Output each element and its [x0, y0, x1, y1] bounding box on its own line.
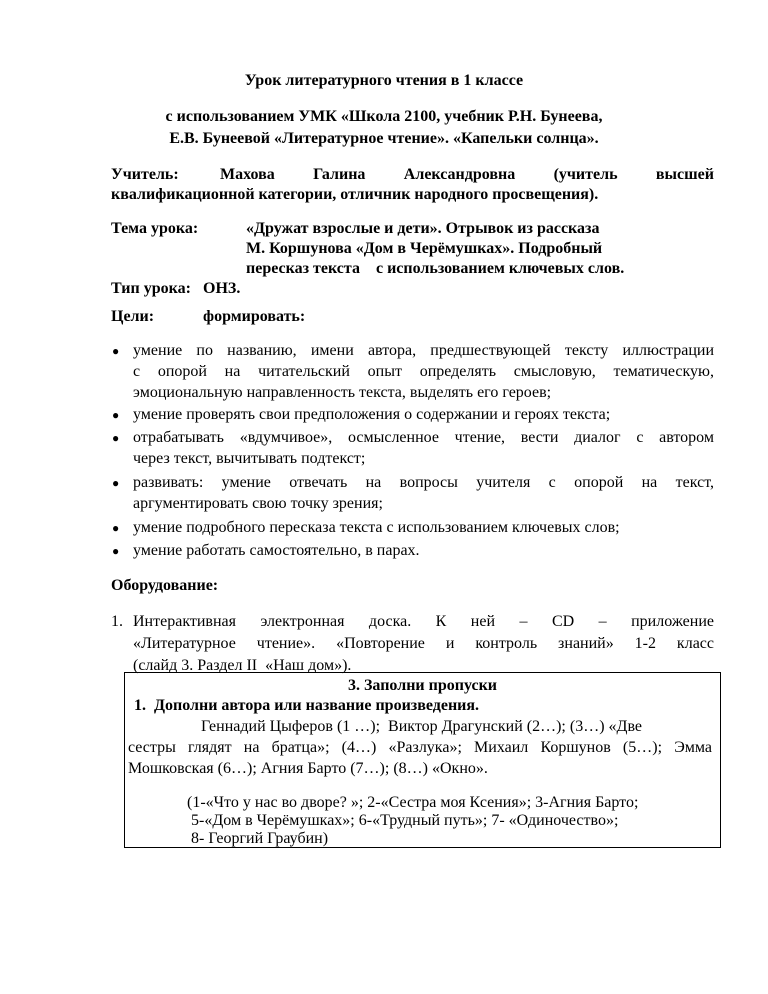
slide-body-line: сестры глядят на братца»; (4…) «Разлука»; Михаил Коршунов (5…); Эмма [128, 739, 712, 756]
goals-label: Цели: [111, 308, 155, 325]
teacher-word: Александровна [403, 166, 516, 183]
slide-answer-line: (1-«Что у нас во дворе? »; 2-«Сестра моя Ксения»; 3-Агния Барто; [187, 794, 639, 811]
topic-line: «Дружат взрослые и дети». Отрывок из рассказа [246, 220, 600, 237]
teacher-word: высшей [655, 166, 714, 183]
goal-item-line: умение проверять свои предположения о содержании и героях текста; [133, 406, 611, 423]
lesson-type-value: ОНЗ. [203, 280, 241, 297]
goal-item-line: аргументировать свою точку зрения; [133, 495, 383, 512]
goal-item-line: умение работать самостоятельно, в парах. [133, 542, 420, 559]
equipment-item-line: Интерактивная электронная доска. К ней – CD – приложение [133, 613, 714, 630]
slide-title: 3. Заполни пропуски [347, 677, 498, 694]
topic-line: пересказ текста с использованием ключевых слов. [246, 260, 625, 277]
topic-label: Тема урока: [111, 220, 199, 237]
goals-verb: формировать: [203, 308, 306, 325]
slide-body-line: Мошковская (6…); Агния Барто (7…); (8…) «Окно». [128, 760, 488, 777]
bullet-icon: ● [112, 344, 120, 358]
teacher-qualification: квалификационной категории, отличник народного просвещения). [111, 186, 599, 203]
bullet-icon: ● [112, 521, 120, 535]
slide-answer-line: 5-«Дом в Черёмушках»; 6-«Трудный путь»; 7- «Одиночество»; [187, 812, 619, 829]
teacher-word: Галина [313, 166, 366, 183]
bullet-icon: ● [112, 544, 120, 558]
page-title: Урок литературного чтения в 1 классе [244, 72, 524, 89]
topic-line: М. Коршунова «Дом в Черёмушках». Подробный [246, 240, 603, 257]
goal-item-line: с опорой на читательский опыт определять смысловую, тематическую, [133, 363, 714, 380]
equipment-item-number: 1. [111, 613, 123, 630]
slide-task: 1. Дополни автора или название произведения. [134, 697, 480, 714]
teacher-word: (учитель [553, 166, 618, 183]
slide-body-line: Геннадий Цыферов (1 …); Виктор Драгунский (2…); (3…) «Две [201, 718, 643, 735]
goal-item-line: отрабатывать «вдумчивое», осмысленное чтение, вести диалог с автором [133, 429, 714, 446]
teacher-label: Учитель: [111, 166, 179, 183]
subtitle-line-2: Е.В. Бунеевой «Литературное чтение». «Капельки солнца». [169, 130, 599, 147]
goal-item-line: развивать: умение отвечать на вопросы учителя с опорой на текст, [133, 474, 714, 491]
bullet-icon: ● [112, 476, 120, 490]
subtitle-line-1: с использованием УМК «Школа 2100, учебник Р.Н. Бунеева, [165, 108, 603, 125]
equipment-label: Оборудование: [111, 577, 219, 594]
equipment-item-line: «Литературное чтение». «Повторение и контроль знаний» 1-2 класс [133, 635, 714, 652]
goal-item-line: через текст, вычитывать подтекст; [133, 450, 366, 467]
goal-item-line: умение подробного пересказа текста с использованием ключевых слов; [133, 519, 620, 536]
goal-item-line: эмоциональную направленность текста, выделять его героев; [133, 384, 552, 401]
bullet-icon: ● [112, 408, 120, 422]
bullet-icon: ● [112, 431, 120, 445]
slide-box [124, 672, 721, 848]
teacher-name-line [220, 164, 714, 186]
teacher-word: Махова [220, 166, 275, 183]
equipment-item-line: (слайд 3. Раздел II «Наш дом»). [133, 657, 352, 674]
slide-answer-line: 8- Георгий Граубин) [187, 830, 329, 847]
goal-item-line: умение по названию, имени автора, предшествующей тексту иллюстрации [133, 342, 714, 359]
lesson-type-label: Тип урока: [111, 280, 191, 297]
